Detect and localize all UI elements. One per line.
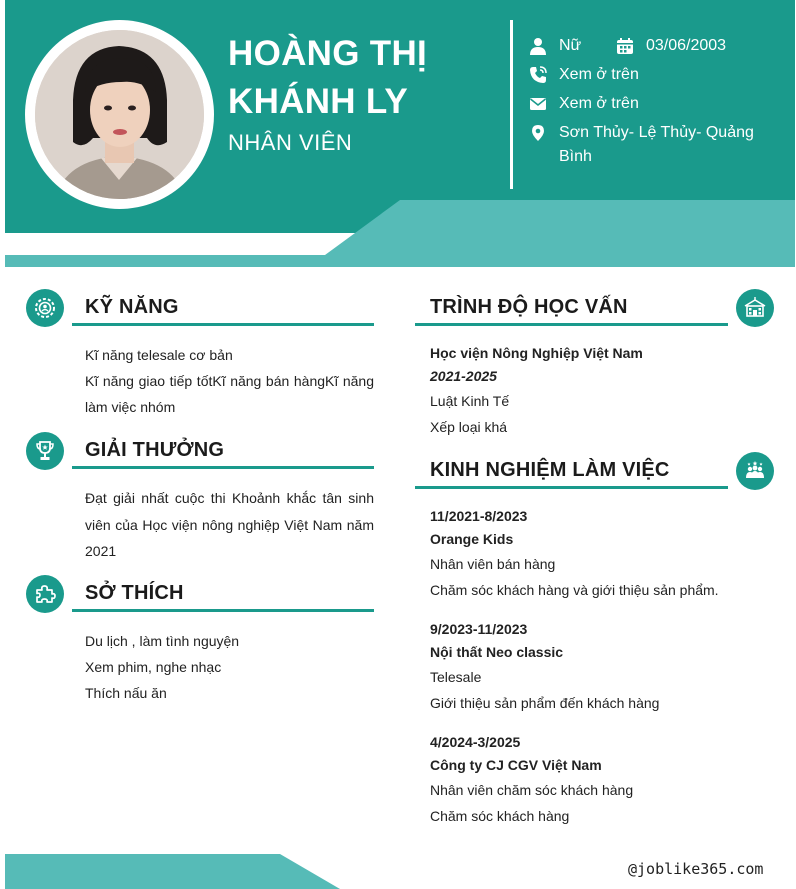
watermark: @joblike365.com [628, 860, 764, 878]
address-row [529, 121, 769, 169]
job-title: NHÂN VIÊN [228, 130, 353, 155]
hobbies-title: SỞ THÍCH [85, 582, 184, 604]
gear-head-icon [26, 289, 64, 327]
hobby-item: Du lịch , làm tình nguyện [85, 633, 240, 649]
footer-decoration [5, 854, 345, 889]
skills-underline [72, 323, 374, 326]
school-building-icon [736, 289, 774, 327]
skill-item: Kĩ năng telesale cơ bản [85, 347, 233, 363]
header-divider [510, 20, 513, 189]
email-row [529, 92, 639, 116]
job-period: 11/2021-8/2023 [430, 508, 528, 524]
gender-value: Nữ [559, 37, 582, 54]
birthdate-value: 03/06/2003 [646, 37, 727, 54]
hobbies-underline [72, 609, 374, 612]
job-company: Nội thất Neo classic [430, 644, 564, 660]
envelope-icon [529, 95, 547, 113]
email-value: Xem ở trên [559, 95, 639, 112]
awards-underline [72, 466, 374, 469]
cv-header [5, 0, 795, 267]
address-value: Sơn Thủy- Lệ Thủy- Quảng Bình [559, 124, 754, 165]
phone-value: Xem ở trên [559, 66, 639, 83]
job-role: Nhân viên bán hàng [430, 556, 556, 572]
phone-row [529, 63, 639, 87]
job-period: 4/2024-3/2025 [430, 734, 521, 750]
cv-page [5, 0, 795, 889]
trophy-icon [26, 432, 64, 470]
education-major: Luật Kinh Tế [430, 393, 510, 409]
education-underline [415, 323, 728, 326]
gender-row [529, 34, 581, 58]
birthdate-row [616, 34, 726, 58]
candidate-name [228, 30, 498, 126]
name-line-1: HOÀNG THỊ [228, 34, 428, 73]
phone-icon [529, 66, 547, 84]
team-icon [736, 452, 774, 490]
job-role: Nhân viên chăm sóc khách hàng [430, 782, 634, 798]
skill-item: Kĩ năng giao tiếp tốtKĩ năng bán hàngKĩ năng làm việc nhóm [85, 373, 374, 415]
skills-title: KỸ NĂNG [85, 296, 179, 318]
education-grade: Xếp loại khá [430, 419, 508, 435]
puzzle-icon [26, 575, 64, 613]
avatar [35, 30, 204, 199]
job-role: Telesale [430, 669, 482, 685]
education-school: Học viện Nông Nghiệp Việt Nam [430, 345, 643, 361]
job-period: 9/2023-11/2023 [430, 621, 528, 637]
location-pin-icon [529, 124, 547, 142]
job-company: Orange Kids [430, 531, 514, 547]
education-period: 2021-2025 [430, 368, 497, 384]
job-desc: Giới thiệu sản phẩm đến khách hàng [430, 695, 660, 711]
job-company: Công ty CJ CGV Việt Nam [430, 757, 602, 773]
hobby-item: Xem phim, nghe nhạc [85, 659, 222, 675]
job-desc: Chăm sóc khách hàng [430, 808, 570, 824]
calendar-icon [616, 37, 634, 55]
hobby-item: Thích nấu ăn [85, 685, 167, 701]
experience-title: KINH NGHIỆM LÀM VIỆC [430, 459, 670, 481]
awards-title: GIẢI THƯỞNG [85, 439, 225, 461]
name-line-2: KHÁNH LY [228, 82, 409, 121]
award-text: Đạt giải nhất cuộc thi Khoảnh khắc tân sinh viên của Học viện nông nghiệp Việt Nam năm 2021 [85, 490, 374, 559]
person-icon [529, 37, 547, 55]
education-title: TRÌNH ĐỘ HỌC VẤN [430, 296, 628, 318]
experience-underline [415, 486, 728, 489]
job-desc: Chăm sóc khách hàng và giới thiệu sản phẩm. [430, 582, 719, 598]
